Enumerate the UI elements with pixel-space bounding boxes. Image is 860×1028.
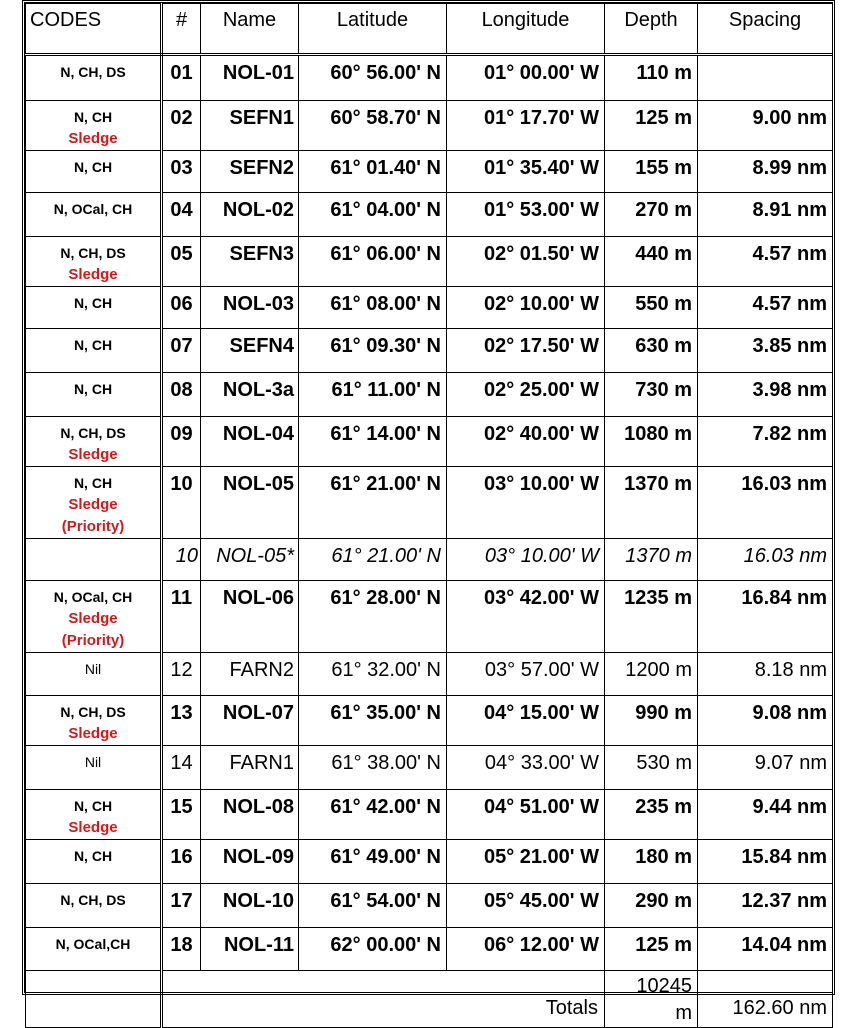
latitude-cell: 61° 35.00' N	[299, 696, 447, 746]
codes-text: N, CH	[73, 337, 113, 353]
longitude-cell: 04° 15.00' W	[447, 696, 605, 746]
spacing-cell: 9.00 nm	[698, 101, 833, 151]
longitude-cell: 01° 00.00' W	[447, 55, 605, 101]
table-row	[26, 840, 833, 884]
longitude-cell: 03° 57.00' W	[447, 653, 605, 696]
longitude-cell: 06° 12.00' W	[447, 928, 605, 971]
spacing-cell: 14.04 nm	[698, 928, 833, 971]
station-number: 05	[162, 237, 201, 287]
station-name: SEFN2	[201, 151, 299, 193]
table-row	[26, 329, 833, 373]
codes-text: Nil	[84, 661, 102, 677]
sledge-note: Sledge	[68, 819, 118, 836]
spacing-cell: 8.18 nm	[698, 653, 833, 696]
station-number: 12	[162, 653, 201, 696]
table-row	[26, 696, 833, 746]
sledge-note: Sledge	[68, 266, 118, 283]
longitude-cell: 02° 25.00' W	[447, 373, 605, 417]
spacing-cell: 8.91 nm	[698, 193, 833, 237]
station-name: NOL-3a	[201, 373, 299, 417]
spacing-cell: 8.99 nm	[698, 151, 833, 193]
depth-cell: 530 m	[605, 746, 698, 790]
station-number: 10	[162, 467, 201, 539]
latitude-cell: 61° 54.00' N	[299, 884, 447, 928]
station-name: NOL-04	[201, 417, 299, 467]
codes-cell	[26, 840, 162, 884]
spacing-cell: 15.84 nm	[698, 840, 833, 884]
depth-cell: 1235 m	[605, 581, 698, 653]
table-row	[26, 884, 833, 928]
spacing-cell	[698, 55, 833, 101]
sledge-note: Sledge	[68, 130, 118, 147]
latitude-cell: 61° 42.00' N	[299, 790, 447, 840]
codes-text: N, CH, DS	[60, 64, 126, 80]
spacing-cell: 3.98 nm	[698, 373, 833, 417]
header-codes: CODES	[26, 4, 162, 55]
longitude-cell: 02° 01.50' W	[447, 237, 605, 287]
spacing-cell: 16.84 nm	[698, 581, 833, 653]
codes-cell	[26, 884, 162, 928]
codes-cell	[26, 790, 162, 840]
depth-cell: 235 m	[605, 790, 698, 840]
table-row	[26, 417, 833, 467]
depth-cell: 180 m	[605, 840, 698, 884]
station-name: SEFN3	[201, 237, 299, 287]
codes-cell	[26, 653, 162, 696]
codes-cell	[26, 193, 162, 237]
table-row	[26, 193, 833, 237]
codes-cell	[26, 151, 162, 193]
table-row	[26, 287, 833, 329]
station-name: NOL-01	[201, 55, 299, 101]
station-number: 01	[162, 55, 201, 101]
station-name: NOL-08	[201, 790, 299, 840]
station-name: FARN2	[201, 653, 299, 696]
longitude-cell: 03° 10.00' W	[447, 467, 605, 539]
latitude-cell: 61° 32.00' N	[299, 653, 447, 696]
table-row	[26, 101, 833, 151]
depth-cell: 1370 m	[605, 539, 698, 581]
station-number: 15	[162, 790, 201, 840]
depth-cell: 990 m	[605, 696, 698, 746]
codes-cell	[26, 237, 162, 287]
latitude-cell: 61° 04.00' N	[299, 193, 447, 237]
totals-depth-value: 10245	[636, 975, 692, 997]
priority-note: (Priority)	[61, 518, 125, 535]
station-name: SEFN4	[201, 329, 299, 373]
stations-table-frame	[22, 0, 835, 1024]
station-name: NOL-10	[201, 884, 299, 928]
codes-text: N, CH	[73, 798, 113, 814]
station-number: 11	[162, 581, 201, 653]
depth-cell: 155 m	[605, 151, 698, 193]
spacing-cell: 12.37 nm	[698, 884, 833, 928]
table-row	[26, 581, 833, 653]
codes-text: N, CH, DS	[60, 892, 126, 908]
station-number: 04	[162, 193, 201, 237]
latitude-cell: 61° 38.00' N	[299, 746, 447, 790]
station-number: 17	[162, 884, 201, 928]
codes-cell	[26, 55, 162, 101]
latitude-cell: 60° 56.00' N	[299, 55, 447, 101]
codes-cell	[26, 539, 162, 581]
stations-table	[25, 3, 833, 1028]
longitude-cell: 02° 40.00' W	[447, 417, 605, 467]
codes-text: N, CH	[73, 381, 113, 397]
codes-text: N, CH	[73, 848, 113, 864]
totals-spacing: 162.60 nm	[698, 971, 833, 1028]
table-row	[26, 467, 833, 539]
header-row	[26, 4, 833, 55]
depth-cell: 630 m	[605, 329, 698, 373]
codes-text: N, CH	[73, 109, 113, 125]
codes-text: N, CH	[73, 159, 113, 175]
latitude-cell: 61° 01.40' N	[299, 151, 447, 193]
codes-cell	[26, 329, 162, 373]
longitude-cell: 03° 42.00' W	[447, 581, 605, 653]
longitude-cell: 02° 10.00' W	[447, 287, 605, 329]
table-row	[26, 653, 833, 696]
latitude-cell: 61° 21.00' N	[299, 467, 447, 539]
codes-cell	[26, 417, 162, 467]
longitude-cell: 02° 17.50' W	[447, 329, 605, 373]
sledge-note: Sledge	[68, 446, 118, 463]
station-name: NOL-03	[201, 287, 299, 329]
codes-cell	[26, 696, 162, 746]
codes-cell	[26, 467, 162, 539]
codes-text: Nil	[84, 754, 102, 770]
longitude-cell: 04° 51.00' W	[447, 790, 605, 840]
table-row	[26, 55, 833, 101]
codes-text: N, CH, DS	[60, 425, 126, 441]
table-row	[26, 373, 833, 417]
sledge-note: Sledge	[68, 610, 118, 627]
spacing-cell: 9.08 nm	[698, 696, 833, 746]
latitude-cell: 61° 09.30' N	[299, 329, 447, 373]
depth-cell: 125 m	[605, 928, 698, 971]
table-row	[26, 928, 833, 971]
latitude-cell: 62° 00.00' N	[299, 928, 447, 971]
table-row	[26, 151, 833, 193]
station-number: 07	[162, 329, 201, 373]
station-number: 16	[162, 840, 201, 884]
spacing-cell: 7.82 nm	[698, 417, 833, 467]
latitude-cell: 61° 06.00' N	[299, 237, 447, 287]
longitude-cell: 05° 45.00' W	[447, 884, 605, 928]
spacing-cell: 16.03 nm	[698, 539, 833, 581]
latitude-cell: 61° 28.00' N	[299, 581, 447, 653]
depth-cell: 1080 m	[605, 417, 698, 467]
codes-text: N, CH	[73, 475, 113, 491]
depth-cell: 290 m	[605, 884, 698, 928]
longitude-cell: 01° 53.00' W	[447, 193, 605, 237]
station-name: NOL-09	[201, 840, 299, 884]
codes-cell	[26, 928, 162, 971]
header-number: #	[162, 4, 201, 55]
depth-cell: 730 m	[605, 373, 698, 417]
totals-label: Totals	[162, 971, 605, 1028]
header-latitude: Latitude	[299, 4, 447, 55]
codes-text: N, CH	[73, 295, 113, 311]
totals-row	[26, 971, 833, 1028]
codes-cell	[26, 101, 162, 151]
sledge-note: Sledge	[68, 725, 118, 742]
station-name: NOL-07	[201, 696, 299, 746]
table-row	[26, 746, 833, 790]
latitude-cell: 60° 58.70' N	[299, 101, 447, 151]
longitude-cell: 05° 21.00' W	[447, 840, 605, 884]
depth-cell: 1370 m	[605, 467, 698, 539]
station-name: NOL-05*	[201, 539, 299, 581]
totals-blank	[26, 971, 162, 1028]
station-name: NOL-02	[201, 193, 299, 237]
codes-cell	[26, 373, 162, 417]
codes-text: N, OCal,CH	[55, 936, 131, 952]
station-name: FARN1	[201, 746, 299, 790]
station-number: 13	[162, 696, 201, 746]
codes-cell	[26, 287, 162, 329]
station-number: 14	[162, 746, 201, 790]
codes-text: N, CH, DS	[60, 245, 126, 261]
latitude-cell: 61° 21.00' N	[299, 539, 447, 581]
totals-depth-unit: m	[675, 1002, 692, 1024]
station-number: 09	[162, 417, 201, 467]
longitude-cell: 01° 35.40' W	[447, 151, 605, 193]
sledge-note: Sledge	[68, 496, 118, 513]
depth-cell: 1200 m	[605, 653, 698, 696]
station-number: 08	[162, 373, 201, 417]
spacing-cell: 4.57 nm	[698, 237, 833, 287]
longitude-cell: 01° 17.70' W	[447, 101, 605, 151]
totals-depth	[605, 971, 698, 1028]
table-row	[26, 790, 833, 840]
table-row	[26, 237, 833, 287]
station-name: SEFN1	[201, 101, 299, 151]
priority-note: (Priority)	[61, 632, 125, 649]
station-name: NOL-05	[201, 467, 299, 539]
codes-text: N, CH, DS	[60, 704, 126, 720]
station-number: 18	[162, 928, 201, 971]
latitude-cell: 61° 49.00' N	[299, 840, 447, 884]
station-number: 06	[162, 287, 201, 329]
table-body	[26, 55, 833, 1028]
codes-text: N, OCal, CH	[53, 201, 133, 217]
depth-cell: 125 m	[605, 101, 698, 151]
depth-cell: 440 m	[605, 237, 698, 287]
latitude-cell: 61° 11.00' N	[299, 373, 447, 417]
header-name: Name	[201, 4, 299, 55]
spacing-cell: 3.85 nm	[698, 329, 833, 373]
table-row	[26, 539, 833, 581]
station-number: 10	[162, 539, 201, 581]
depth-cell: 550 m	[605, 287, 698, 329]
station-number: 02	[162, 101, 201, 151]
header-longitude: Longitude	[447, 4, 605, 55]
station-name: NOL-11	[201, 928, 299, 971]
codes-cell	[26, 581, 162, 653]
header-depth: Depth	[605, 4, 698, 55]
depth-cell: 110 m	[605, 55, 698, 101]
latitude-cell: 61° 14.00' N	[299, 417, 447, 467]
spacing-cell: 9.07 nm	[698, 746, 833, 790]
codes-text: N, OCal, CH	[53, 589, 133, 605]
depth-cell: 270 m	[605, 193, 698, 237]
header-spacing: Spacing	[698, 4, 833, 55]
longitude-cell: 04° 33.00' W	[447, 746, 605, 790]
station-name: NOL-06	[201, 581, 299, 653]
longitude-cell: 03° 10.00' W	[447, 539, 605, 581]
spacing-cell: 4.57 nm	[698, 287, 833, 329]
station-number: 03	[162, 151, 201, 193]
latitude-cell: 61° 08.00' N	[299, 287, 447, 329]
spacing-cell: 16.03 nm	[698, 467, 833, 539]
spacing-cell: 9.44 nm	[698, 790, 833, 840]
codes-cell	[26, 746, 162, 790]
